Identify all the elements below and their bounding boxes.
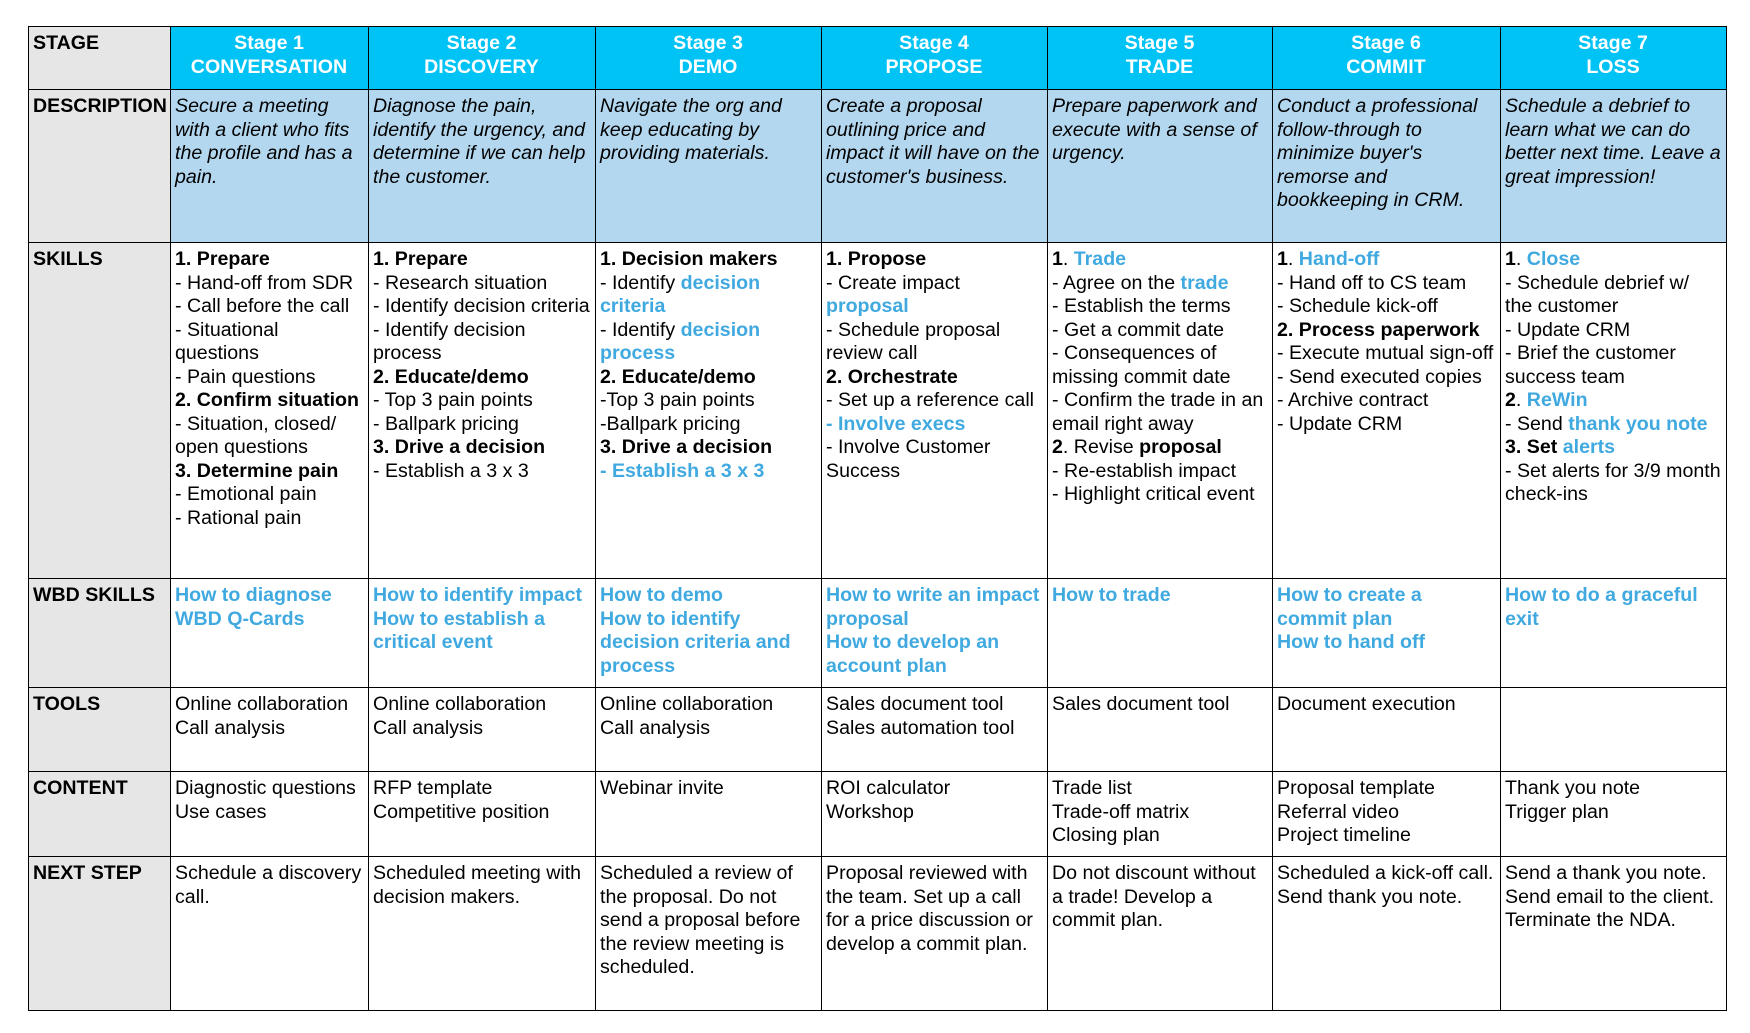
stage-wbd-skills [1048,579,1273,688]
stage-content [596,772,822,857]
skill-line [1052,319,1267,343]
skill-text: - Schedule debrief w/ the customer [1505,271,1690,317]
skill-line [826,248,1042,272]
skill-text: 2 [1052,436,1063,458]
stage-description: Secure a meeting with a client who fits the profile and has a pain. [171,90,369,243]
stage-number: Stage 4 [899,32,969,54]
skill-text: . Revise [1062,436,1140,458]
skill-text: -Top 3 pain points [600,389,755,411]
row-label-stage: STAGE [29,27,171,90]
stage-skills [596,243,822,579]
skill-line [1277,248,1495,272]
skill-line [1277,272,1495,296]
skill-line [373,272,590,296]
row-label-next-step: NEXT STEP [29,857,171,1011]
wbd-skill-link[interactable]: How to trade [1052,584,1171,606]
wbd-skills-row [29,579,1727,688]
row-label-content: CONTENT [29,772,171,857]
skill-link[interactable]: Close [1526,248,1581,270]
skill-text: - Brief the customer success team [1505,342,1676,388]
row-label-wbd-skills: WBD SKILLS [29,579,171,688]
stage-next-step: Schedule a discovery call. [171,857,369,1011]
stage-description: Diagnose the pain, identify the urgency, and determine if we can help the customer. [369,90,596,243]
stage-tools [1048,688,1273,772]
stage-description: Create a proposal outlining price and impact it will have on the customer's business. [822,90,1048,243]
row-label-skills: SKILLS [29,243,171,579]
skill-text: - Rational pain [175,506,302,529]
skill-line [175,295,363,319]
tool-item: Sales automation tool [826,716,1015,739]
skill-text: - Identify decision process [373,318,526,364]
skill-line [175,483,363,507]
skill-text: - Execute mutual sign-off [1277,342,1494,364]
skill-line [600,460,816,484]
wbd-skill-link[interactable]: How to demo [600,584,723,606]
skill-text: . [1287,248,1299,270]
content-item: Referral video [1277,800,1399,823]
skill-line [1505,436,1721,460]
skill-line [175,366,363,390]
skill-text: 1. Decision makers [600,248,778,270]
stage-tools [369,688,596,772]
skill-line [373,460,590,484]
skill-line [826,272,1042,319]
stage-wbd-skills [596,579,822,688]
content-item: Trade list [1052,777,1132,799]
stage-content [822,772,1048,857]
skill-text: 1 [1505,248,1516,270]
skill-line [373,319,590,366]
skill-line [373,389,590,413]
stage-number: Stage 7 [1578,32,1648,54]
skill-text: - Involve Customer Success [826,436,991,482]
skill-text: 2. Process paperwork [1277,318,1480,341]
stage-name: DEMO [678,55,738,78]
content-item: Trade-off matrix [1052,800,1190,823]
stage-name: CONVERSATION [190,55,348,78]
tool-item: Document execution [1277,693,1456,715]
stage-number: Stage 6 [1351,32,1421,54]
skill-text: 3. Drive a decision [600,436,773,458]
stage-wbd-skills [1501,579,1727,688]
skill-text: 2. Educate/demo [600,365,756,388]
skill-link[interactable]: Trade [1073,248,1127,270]
wbd-skill-link[interactable]: How to do a graceful exit [1505,584,1698,630]
stage-wbd-skills [171,579,369,688]
skill-line [1052,436,1267,460]
skill-line [600,248,816,272]
skill-line [1277,366,1495,390]
skill-line [826,389,1042,413]
skill-line [1505,460,1721,507]
stage-skills [1501,243,1727,579]
stage-next-step: Scheduled a kick-off call. Send thank you note. [1273,857,1501,1011]
tool-item: Call analysis [600,716,710,739]
skill-text: - Ballpark pricing [373,412,519,435]
skill-text: - Confirm the trade in an email right away [1052,389,1264,435]
skills-row [29,243,1727,579]
stage-name: TRADE [1125,55,1194,78]
skill-text: 2. Orchestrate [826,365,958,388]
skill-text: - Research situation [373,271,548,294]
skill-text: - Get a commit date [1052,318,1225,341]
skill-text: - Agree on the [1052,271,1181,294]
skill-line [1277,342,1495,366]
skill-line [1277,295,1495,319]
skill-line [1505,389,1721,413]
skill-line [175,248,363,272]
row-label-description: DESCRIPTION [29,90,171,243]
skill-text: - Archive contract [1277,389,1429,411]
stage-header [596,27,822,90]
skill-text: - Identify [600,318,681,341]
stage-number: Stage 1 [234,32,304,54]
skill-line [373,248,590,272]
skill-line [1505,342,1721,389]
stage-header [1048,27,1273,90]
stage-content [369,772,596,857]
content-item: Proposal template [1277,777,1435,799]
skill-line [373,413,590,437]
skill-link[interactable]: decision process [600,318,761,364]
skill-text: . [1062,248,1074,270]
skill-line [1052,248,1267,272]
skill-text: - Pain questions [175,365,316,388]
skill-text: - Consequences of missing commit date [1052,342,1231,388]
stage-content [171,772,369,857]
skill-text: - Top 3 pain points [373,389,533,411]
content-item: RFP template [373,777,493,799]
stage-next-step: Send a thank you note. Send email to the client. Terminate the NDA. [1501,857,1727,1011]
wbd-skill-link[interactable]: How to develop an account plan [826,631,1000,677]
skill-text: 3. Drive a decision [373,436,546,458]
description-row [29,90,1727,243]
stage-description: Prepare paperwork and execute with a sense of urgency. [1048,90,1273,243]
skill-text: - Identify decision criteria [373,295,590,317]
skill-text: - Situation, closed/ open questions [175,412,337,458]
skill-line [826,413,1042,437]
tool-item: Call analysis [175,716,285,739]
skill-line [600,272,816,319]
skill-text: - Set alerts for 3/9 month check-ins [1505,459,1721,505]
wbd-skill-link[interactable]: How to hand off [1277,631,1426,653]
wbd-skill-link[interactable]: How to write an impact proposal [826,584,1040,630]
skill-line [175,319,363,366]
skill-line [175,413,363,460]
skill-line [175,507,363,531]
skill-text: - Set up a reference call [826,389,1035,411]
content-row [29,772,1727,857]
skill-line [826,436,1042,483]
stage-header [171,27,369,90]
wbd-skill-link[interactable]: How to create a commit plan [1277,584,1422,630]
tool-item: Sales document tool [826,693,1004,715]
skill-line [1052,272,1267,296]
skill-text: 2. Educate/demo [373,365,529,388]
skill-text: - Emotional pain [175,483,317,505]
skill-text: - Send [1505,412,1569,435]
skill-text: - Hand off to CS team [1277,271,1467,294]
stage-name: LOSS [1586,55,1640,78]
stage-tools [1273,688,1501,772]
skill-text: - Update CRM [1505,318,1631,341]
skill-text: - Situational questions [175,318,279,364]
skill-text: 1. Prepare [175,248,270,270]
content-item: Closing plan [1052,824,1160,846]
content-item: Diagnostic questions [175,777,356,799]
stage-description: Navigate the org and keep educating by providing materials. [596,90,822,243]
wbd-skill-link[interactable]: WBD Q-Cards [175,607,305,630]
content-item: Project timeline [1277,824,1411,846]
stage-number: Stage 5 [1124,32,1195,54]
skill-text: 3. Set [1505,436,1558,458]
skill-line [1505,413,1721,437]
content-item: Competitive position [373,800,550,823]
skill-line [1505,248,1721,272]
skill-line [373,436,590,460]
skill-text: - Hand-off from SDR [175,271,354,294]
skill-link[interactable]: - Establish a 3 x 3 [600,459,765,482]
skill-line [175,460,363,484]
skill-text: 1 [1277,248,1288,270]
skill-line [1277,413,1495,437]
stage-description: Schedule a debrief to learn what we can do better next time. Leave a great impression! [1501,90,1727,243]
stage-tools [596,688,822,772]
stage-tools [1501,688,1727,772]
skill-line [1052,483,1267,507]
skill-text: - Send executed copies [1277,365,1482,388]
skill-text: - Schedule kick-off [1277,295,1438,317]
skill-line [175,389,363,413]
skill-line [1505,319,1721,343]
stage-row [29,27,1727,90]
skill-line [600,366,816,390]
skill-text: - Call before the call [175,295,350,317]
stage-header [1273,27,1501,90]
skill-link[interactable]: trade [1180,271,1229,294]
skill-text: 3. Determine pain [175,459,339,482]
skill-text: - Establish a 3 x 3 [373,459,529,482]
skill-line [175,272,363,296]
wbd-skill-link[interactable]: How to establish a critical event [373,607,546,653]
skill-line [1052,342,1267,389]
skill-link[interactable]: thank you note [1568,412,1708,435]
skill-text: - Establish the terms [1052,295,1231,317]
skill-text: . [1515,248,1527,270]
stage-next-step: Proposal reviewed with the team. Set up a call for a price discussion or develop a commit plan. [822,857,1048,1011]
skill-line [600,389,816,413]
skill-link[interactable]: alerts [1562,436,1616,458]
skill-text: 1. Propose [826,248,927,270]
stage-number: Stage 3 [673,32,743,54]
stage-wbd-skills [1273,579,1501,688]
skill-text: -Ballpark pricing [600,412,741,435]
stage-next-step: Scheduled meeting with decision makers. [369,857,596,1011]
stage-content [1501,772,1727,857]
stage-skills [1048,243,1273,579]
content-item: Webinar invite [600,777,724,799]
skill-text: 1 [1052,248,1063,270]
content-item: Trigger plan [1505,800,1609,823]
stage-header [822,27,1048,90]
stage-tools [171,688,369,772]
skill-line [373,366,590,390]
skill-text: 2 [1505,389,1516,411]
skill-line [600,319,816,366]
skill-line [1505,272,1721,319]
skill-line [1052,460,1267,484]
wbd-skill-link[interactable]: How to diagnose [175,584,332,606]
stage-wbd-skills [822,579,1048,688]
stage-content [1048,772,1273,857]
wbd-skill-link[interactable]: How to identify impact [373,584,583,606]
skill-link[interactable]: decision criteria [600,271,761,317]
skill-text: - Schedule proposal review call [826,318,1001,364]
stage-number: Stage 2 [446,32,517,54]
skill-text: - Re-establish impact [1052,459,1237,482]
skill-link[interactable]: Hand-off [1298,248,1380,270]
tools-row [29,688,1727,772]
content-item: Thank you note [1505,777,1641,799]
skill-text: 1. Prepare [373,248,468,270]
stage-tools [822,688,1048,772]
stage-description: Conduct a professional follow-through to minimize buyer's remorse and bookkeeping in CRM. [1273,90,1501,243]
skill-line [600,436,816,460]
tool-item: Sales document tool [1052,693,1230,715]
skill-line [826,366,1042,390]
skill-text: 2. Confirm situation [175,389,359,411]
skill-link[interactable]: proposal [826,295,909,317]
skill-link[interactable]: - Involve execs [826,412,966,435]
skill-link[interactable]: ReWin [1526,389,1588,411]
skill-text: proposal [1139,436,1222,458]
stage-skills [369,243,596,579]
skill-line [826,319,1042,366]
wbd-skill-link[interactable]: How to identify decision criteria and process [600,607,791,677]
tool-item: Call analysis [373,716,483,739]
next-step-row [29,857,1727,1011]
skill-text: - Highlight critical event [1052,483,1255,505]
stage-header [369,27,596,90]
skill-text: - Identify [600,271,681,294]
skill-text: - Create impact [826,271,960,294]
stage-next-step: Do not discount without a trade! Develop a commit plan. [1048,857,1273,1011]
skill-line [1277,389,1495,413]
stage-header [1501,27,1727,90]
content-item: Use cases [175,800,267,823]
skill-line [1052,295,1267,319]
content-item: Workshop [826,800,914,823]
skill-line [600,413,816,437]
tool-item: Online collaboration [373,693,547,715]
stage-content [1273,772,1501,857]
stage-skills [822,243,1048,579]
content-item: ROI calculator [826,777,951,799]
sales-stages-table [28,26,1727,1011]
stage-skills [171,243,369,579]
stage-name: COMMIT [1346,55,1426,78]
skill-line [1277,319,1495,343]
skill-line [373,295,590,319]
skill-line [1052,389,1267,436]
tool-item: Online collaboration [175,693,349,715]
row-label-tools: TOOLS [29,688,171,772]
stage-skills [1273,243,1501,579]
stage-name: PROPOSE [885,55,983,78]
stage-wbd-skills [369,579,596,688]
skill-text: - Update CRM [1277,412,1403,435]
tool-item: Online collaboration [600,693,774,715]
stage-next-step: Scheduled a review of the proposal. Do not send a proposal before the review meeting is scheduled. [596,857,822,1011]
skill-text: . [1515,389,1527,411]
stage-name: DISCOVERY [424,55,539,78]
